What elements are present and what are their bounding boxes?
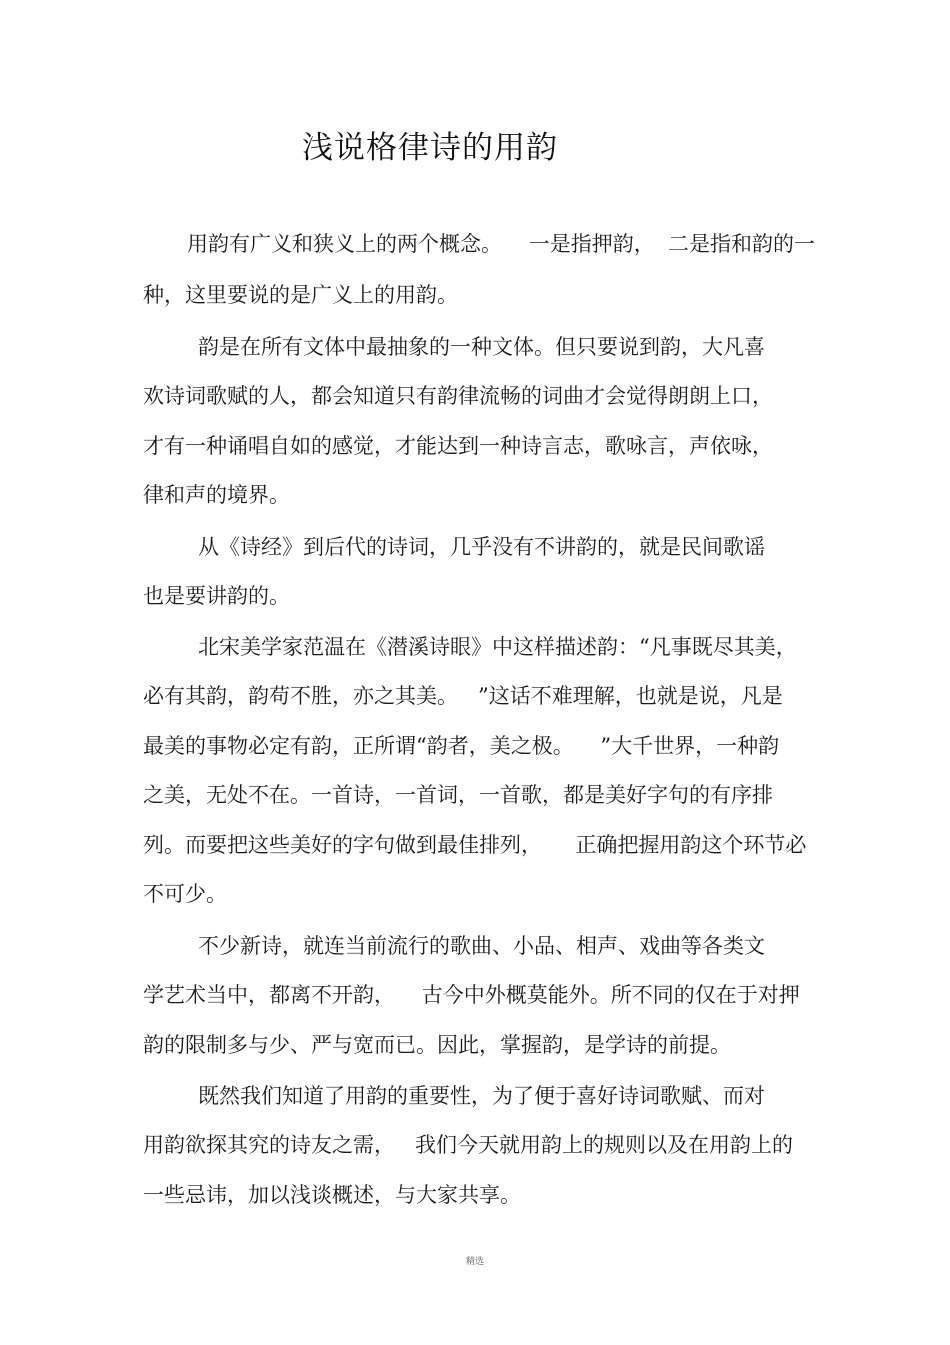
paragraph-5-line-2: 学艺术当中，都离不开韵， 古今中外概莫能外。所不同的仅在于对押 <box>143 983 800 1007</box>
paragraph-6-line-3: 一些忌讳，加以浅谈概述，与大家共享。 <box>143 1183 521 1207</box>
paragraph-1-line-2: 种，这里要说的是广义上的用韵。 <box>143 283 458 307</box>
paragraph-2-line-4: 律和声的境界。 <box>143 483 290 507</box>
paragraph-4-line-1: 北宋美学家范温在《潜溪诗眼》中这样描述韵：“凡事既尽其美， <box>198 635 797 659</box>
paragraph-5-line-3: 韵的限制多与少、严与宽而已。因此，掌握韵，是学诗的前提。 <box>143 1033 731 1057</box>
paragraph-4-line-6: 不可少。 <box>143 882 227 906</box>
paragraph-3-line-1: 从《诗经》到后代的诗词，几乎没有不讲韵的，就是民间歌谣 <box>198 535 765 559</box>
paragraph-4-line-5: 列。而要把这些美好的字句做到最佳排列， 正确把握用韵这个环节必 <box>143 833 807 857</box>
paragraph-4-line-4: 之美，无处不在。一首诗，一首词，一首歌，都是美好字句的有序排 <box>143 783 773 807</box>
paragraph-4-line-3: 最美的事物必定有韵，正所谓“韵者，美之极。 ”大千世界，一种韵 <box>143 734 780 758</box>
paragraph-2-line-1: 韵是在所有文体中最抽象的一种文体。但只要说到韵，大凡喜 <box>198 335 765 359</box>
paragraph-2-line-3: 才有一种诵唱自如的感觉，才能达到一种诗言志，歌咏言，声依咏， <box>143 434 773 458</box>
paragraph-4-line-2: 必有其韵，韵苟不胜，亦之其美。 ”这话不难理解，也就是说，凡是 <box>143 684 783 708</box>
paragraph-6-line-2: 用韵欲探其究的诗友之需， 我们今天就用韵上的规则以及在用韵上的 <box>143 1133 794 1157</box>
page-footer: 精选 <box>465 1257 484 1267</box>
paragraph-1-line-1: 用韵有广义和狭义上的两个概念。 一是指押韵， 二是指和韵的一 <box>187 232 816 256</box>
paragraph-5-line-1: 不少新诗，就连当前流行的歌曲、小品、相声、戏曲等各类文 <box>198 934 765 958</box>
paragraph-3-line-2: 也是要讲韵的。 <box>143 584 290 608</box>
page-title: 浅说格律诗的用韵 <box>302 130 558 166</box>
paragraph-6-line-1: 既然我们知道了用韵的重要性，为了便于喜好诗词歌赋、而对 <box>198 1084 765 1108</box>
paragraph-2-line-2: 欢诗词歌赋的人，都会知道只有韵律流畅的词曲才会觉得朗朗上口， <box>143 384 773 408</box>
